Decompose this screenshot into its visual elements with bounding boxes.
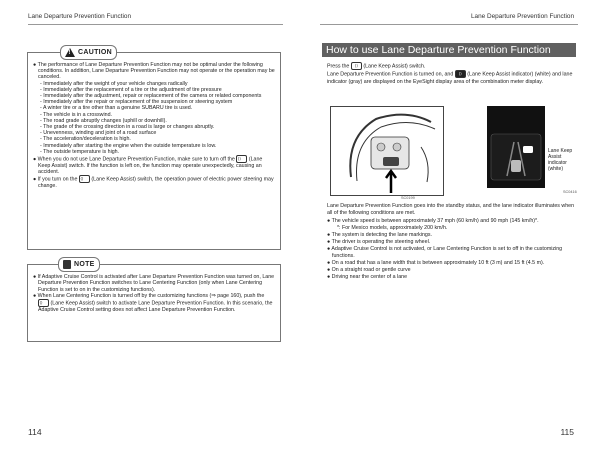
condition-list [327,218,579,281]
condition-item: ● On a straight road or gentle curve [327,267,411,273]
warning-triangle-icon: ! [65,48,75,57]
caution-box [27,49,281,250]
caution-dash: - The outside temperature is high. [40,148,120,155]
header-rule-right [320,24,578,25]
condition-item: ● The system is detecting the lane markings. [327,232,432,238]
condition-item: ● Adaptive Cruise Control is not activated, or Lane Centering Function is set to off in the customizing functions. [327,246,563,259]
note-bullet: ● If Adaptive Cruise Control is activated after Lane Departure Prevention Function was turned on, Lane Departure Prevention Function switches to Lane Centering Function (only when Lane Centering Function is set to on in the customizing functions). [33,274,275,293]
caution-bullet: ● If you turn on the ⟨⟩ (Lane Keep Assist) switch, the operation power of electric power steering may change. [33,176,274,190]
caution-dash: - The grade of the crossing direction in a road is large or changes abruptly. [40,124,215,131]
page-number-left: 114 [28,427,42,437]
caution-dash: - Immediately after the replacement of a tire or the adjustment of tire pressure [40,86,222,93]
caution-dash: - Immediately after the adjustment, repair or replacement of the camera or related components [40,93,262,100]
note-label [58,257,100,272]
caution-bullet: ● When you do not use Lane Departure Prevention Function, make sure to turn off the ⟨⟩ (Lane Keep Assist) switch. If the function is left on, the function may operate unexpectedly, causing an accident. [33,156,263,176]
caution-dash: - The road grade abruptly changes (uphill or downhill). [40,117,167,124]
lane-keep-assist-icon: ⟨⟩ [236,155,247,163]
caution-dash: - Unevenness, winding and joint of a road surface [40,130,157,137]
steering-switch-illustration [330,106,444,196]
figure-id-right: SC0416 [563,190,577,194]
lane-keep-assist-icon: ⟨⟩ [79,175,90,183]
intro-text: Press the ⟨⟩ (Lane Keep Assist) switch. Lane Departure Prevention Function is turned on, and ⟨⟩ (Lane Keep Assist indicator) (white) and lane indicator (gray) are displayed on the EyeSight display area of the combination meter display. [327,63,573,85]
lane-keep-assist-icon: ⟨⟩ [351,62,362,70]
caution-dash: - A winter tire or a tire other than a genuine SUBARU tire is used. [40,105,193,112]
header-rule-left [28,24,283,25]
condition-item: ● Driving near the center of a lane [327,274,408,280]
figure-callout-label: Lane Keep Assist indicator (white) [548,148,573,172]
eyesight-display-illustration [487,106,545,188]
condition-item: ● On a road that has a lane width that is between approximately 10 ft (3 m) and 15 ft (4.5 m). [327,260,545,266]
lane-keep-assist-icon: ⟨⟩ [38,299,49,307]
note-title: NOTE [74,261,95,268]
caution-dash: - The acceleration/deceleration is high. [40,136,131,143]
figure-id-left: SC0199 [401,196,415,200]
page-header-right: Lane Departure Prevention Function [470,13,574,20]
caution-dash: - Immediately after the repair or replacement of the suspension or steering system [40,99,233,106]
note-icon [63,260,71,269]
section-title: How to use Lane Departure Prevention Function [322,43,576,57]
condition-item: ● The driver is operating the steering wheel. [327,239,431,245]
caution-title: CAUTION [78,49,112,56]
note-bullet: ● When Lane Centering Function is turned off by the customizing functions (⇒ page 160), push the ⟨⟩ (Lane Keep Assist) switch to activate Lane Departure Prevention Function. In this scenario, the Adaptive Cruise Control setting does not affect Lane Departure Prevention Function. [33,292,273,314]
caution-label [60,45,117,60]
caution-dash: - Immediately after starting the engine when the outside temperature is low. [40,142,217,149]
caution-dash: - The vehicle is in a crosswind. [40,111,113,118]
note-box [27,261,281,342]
standby-text: Lane Departure Prevention Function goes into the standby status, and the lane indicator illuminates when all of the following conditions are met. [327,203,575,216]
page-header-left: Lane Departure Prevention Function [28,13,132,20]
page-number-right: 115 [560,427,574,437]
caution-dash: - Immediately after the weight of your vehicle changes radically [40,80,188,87]
caution-bullet: ● The performance of Lane Departure Prevention Function may not be optimal under the following conditions. In addition, Lane Departure Prevention Function may not operate or the operation may be canceled. [33,62,275,81]
mexico-note: *: For Mexico models, approximately 200 km/h. [337,225,448,231]
lane-keep-assist-indicator-icon: ⟨⟩ [455,70,466,78]
condition-item: ● The vehicle speed is between approximately 37 mph (60 km/h) and 90 mph (145 km/h)*. [327,218,539,224]
